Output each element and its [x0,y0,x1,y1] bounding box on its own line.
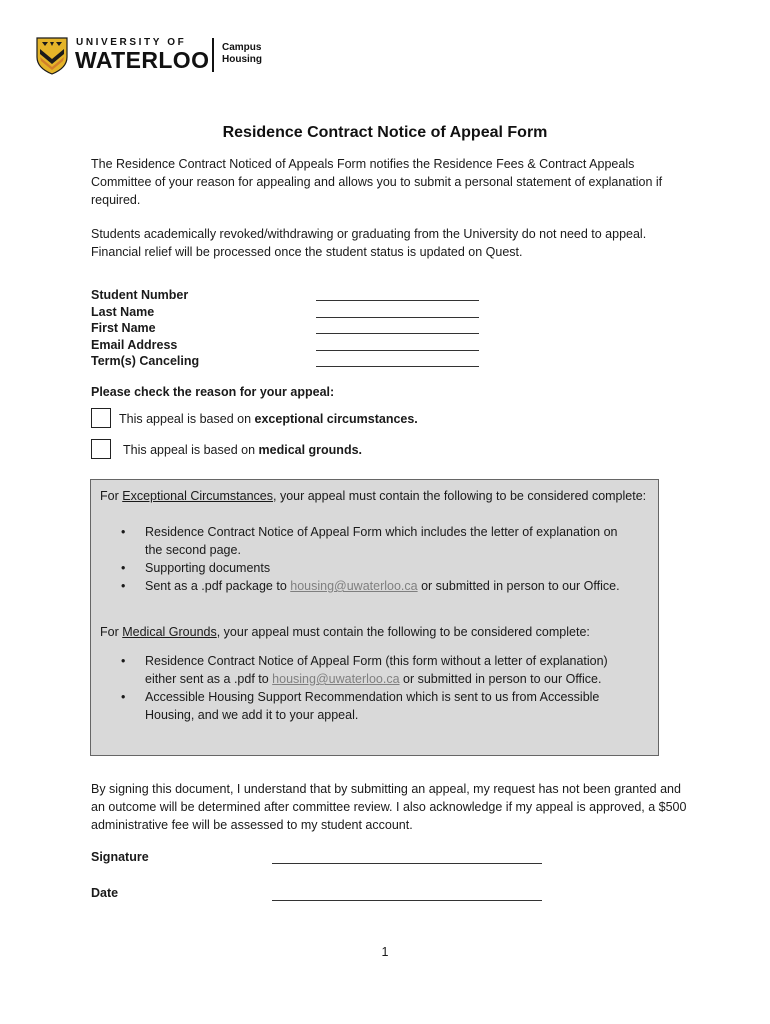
page-number: 1 [381,945,389,959]
intro-text: For [100,625,123,639]
field-label: Student Number [91,288,189,302]
exceptional-circumstances-term: Exceptional Circumstances [122,489,273,503]
list-item [118,577,638,595]
list-item-text: Residence Contract Notice of Appeal Form (this form without a letter of explanation) either sent as a .pdf to [145,654,608,686]
signature-field[interactable] [272,863,542,864]
housing-email-link[interactable]: housing@uwaterloo.ca [290,579,418,593]
date-label: Date [91,886,119,900]
field-terms-canceling [91,354,491,371]
exceptional-requirements-intro [100,487,652,505]
student-fields [91,288,491,371]
exceptional-requirements-list [118,523,638,595]
housing-email-link[interactable]: housing@uwaterloo.ca [272,672,400,686]
exceptional-circumstances-label [119,412,418,426]
logo-department [222,42,262,66]
field-blank[interactable] [316,317,479,318]
field-blank[interactable] [316,333,479,334]
university-logo [36,35,276,79]
logo-dept-line1: Campus [222,42,262,53]
list-item: • Supporting documents [118,559,638,577]
reason-prefix: This appeal is based on [119,412,255,426]
logo-divider [212,38,214,72]
exceptional-circumstances-checkbox[interactable] [91,408,111,428]
list-item: • Accessible Housing Support Recommendation which is sent to us from Accessible Housing, and we add it to your appeal. [118,688,638,724]
field-blank[interactable] [316,350,479,351]
field-label: Last Name [91,304,155,319]
field-blank[interactable] [316,366,479,367]
page-title: Residence Contract Notice of Appeal Form [222,124,548,141]
shield-crest-icon [36,37,68,75]
intro-text: , your appeal must contain the following to be considered complete: [216,625,590,639]
list-item: • Residence Contract Notice of Appeal Form which includes the letter of explanation on the second page. [118,523,638,559]
list-item [118,652,638,688]
acknowledgement-paragraph: By signing this document, I understand that by submitting an appeal, my request has not been granted and an outcome will be determined after committee review. I also acknowledge if my appeal is approved, a $500 administrative fee will be assessed to my student account. [91,782,687,832]
field-label: First Name [91,321,156,335]
intro-text: , your appeal must contain the following to be considered complete: [273,489,647,503]
field-blank[interactable] [316,300,479,301]
reason-emphasis: exceptional circumstances. [254,412,418,426]
field-first-name [91,321,491,338]
logo-university-text: UNIVERSITY OF [76,37,187,48]
note-paragraph: Students academically revoked/withdrawing or graduating from the University do not need to appeal. Financial relief will be processed once the student status is updated on Quest. [91,227,647,259]
logo-dept-line2: Housing [222,54,262,65]
intro-paragraph: The Residence Contract Noticed of Appeals Form notifies the Residence Fees & Contract Appeals Committee of your reason for appealing and allows you to submit a personal statement of explanation if required. [91,157,663,207]
medical-requirements-list [118,652,638,724]
list-item-text: or submitted in person to our Office. [399,672,602,686]
list-item-text: Sent as a .pdf package to [145,579,291,593]
date-field[interactable] [272,900,542,901]
field-student-number [91,288,491,305]
medical-requirements-intro [100,623,652,641]
signature-label: Signature [91,850,149,864]
reason-prefix: This appeal is based on [123,443,259,457]
intro-text: For [100,489,123,503]
logo-waterloo-text: WATERLOO [75,47,210,73]
medical-grounds-label [123,443,362,457]
list-item-text: or submitted in person to our Office. [417,579,620,593]
medical-grounds-checkbox[interactable] [91,439,111,459]
medical-grounds-term: Medical Grounds [122,625,217,639]
field-label: Email Address [91,337,178,352]
field-email-address [91,338,491,355]
reason-question: Please check the reason for your appeal: [91,385,335,399]
field-last-name [91,305,491,322]
field-label: Term(s) Canceling [91,354,200,368]
reason-emphasis: medical grounds. [258,443,363,457]
